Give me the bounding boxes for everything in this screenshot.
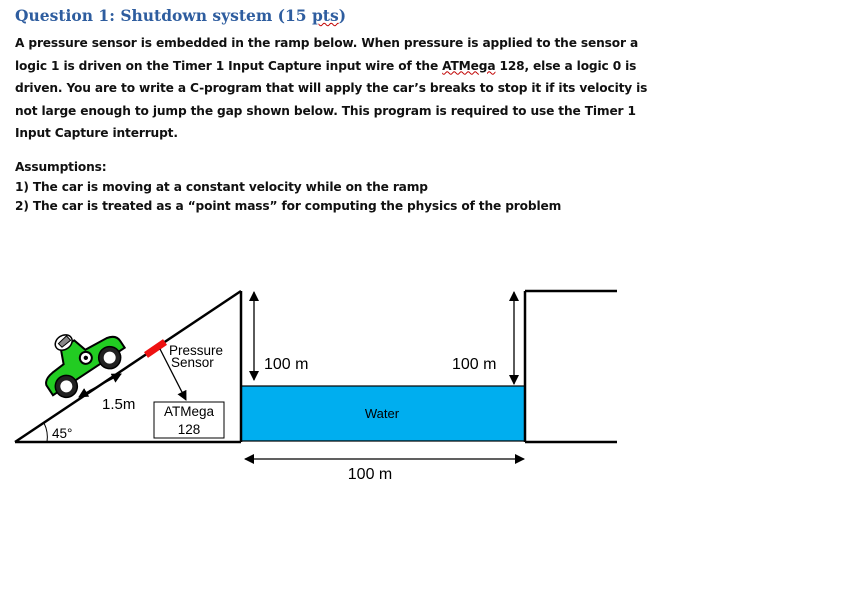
gap-width-label: 100 m [347,466,393,483]
assumptions-heading: Assumptions: [15,160,107,174]
title-suffix: ) [338,6,347,25]
line-text: driven. You are to write a C-program that will apply the car’s breaks to stop it if its velocity is [15,81,648,95]
water-label: Water [364,406,400,421]
sensor-label-2: Sensor [171,355,214,370]
car [28,310,131,404]
mcu-label-2: 128 [177,422,201,437]
line-squiggle-word: ATMega [442,58,496,73]
distance-arrow [89,374,121,391]
mcu-label-1: ATMega [163,404,215,419]
assumption-item: 2) The car is treated as a “point mass” for computing the physics of the problem [15,199,562,213]
line-text-post: 128, else a logic 0 is [495,58,637,73]
ramp-height-label: 100 m [264,356,309,373]
line-text: A pressure sensor is embedded in the ramp below. When pressure is applied to the sensor a [15,36,639,50]
line-text: logic 1 is driven on the Timer 1 Input Capture input wire of the [15,58,443,73]
angle-arc [44,423,47,442]
title-prefix: Question 1: Shutdown system (15 [15,6,312,25]
far-height-label: 100 m [452,356,497,373]
sensor-label-1: Pressure [169,343,224,358]
distance-label: 1.5m [102,396,136,413]
line-text: not large enough to jump the gap shown below. This program is required to use the Timer 1 [15,103,636,118]
assumption-item: 1) The car is moving at a constant velocity while on the ramp [15,179,428,194]
line-text: Input Capture interrupt. [15,126,178,140]
angle-label: 45° [52,426,73,441]
title-pts: pts [311,6,339,25]
